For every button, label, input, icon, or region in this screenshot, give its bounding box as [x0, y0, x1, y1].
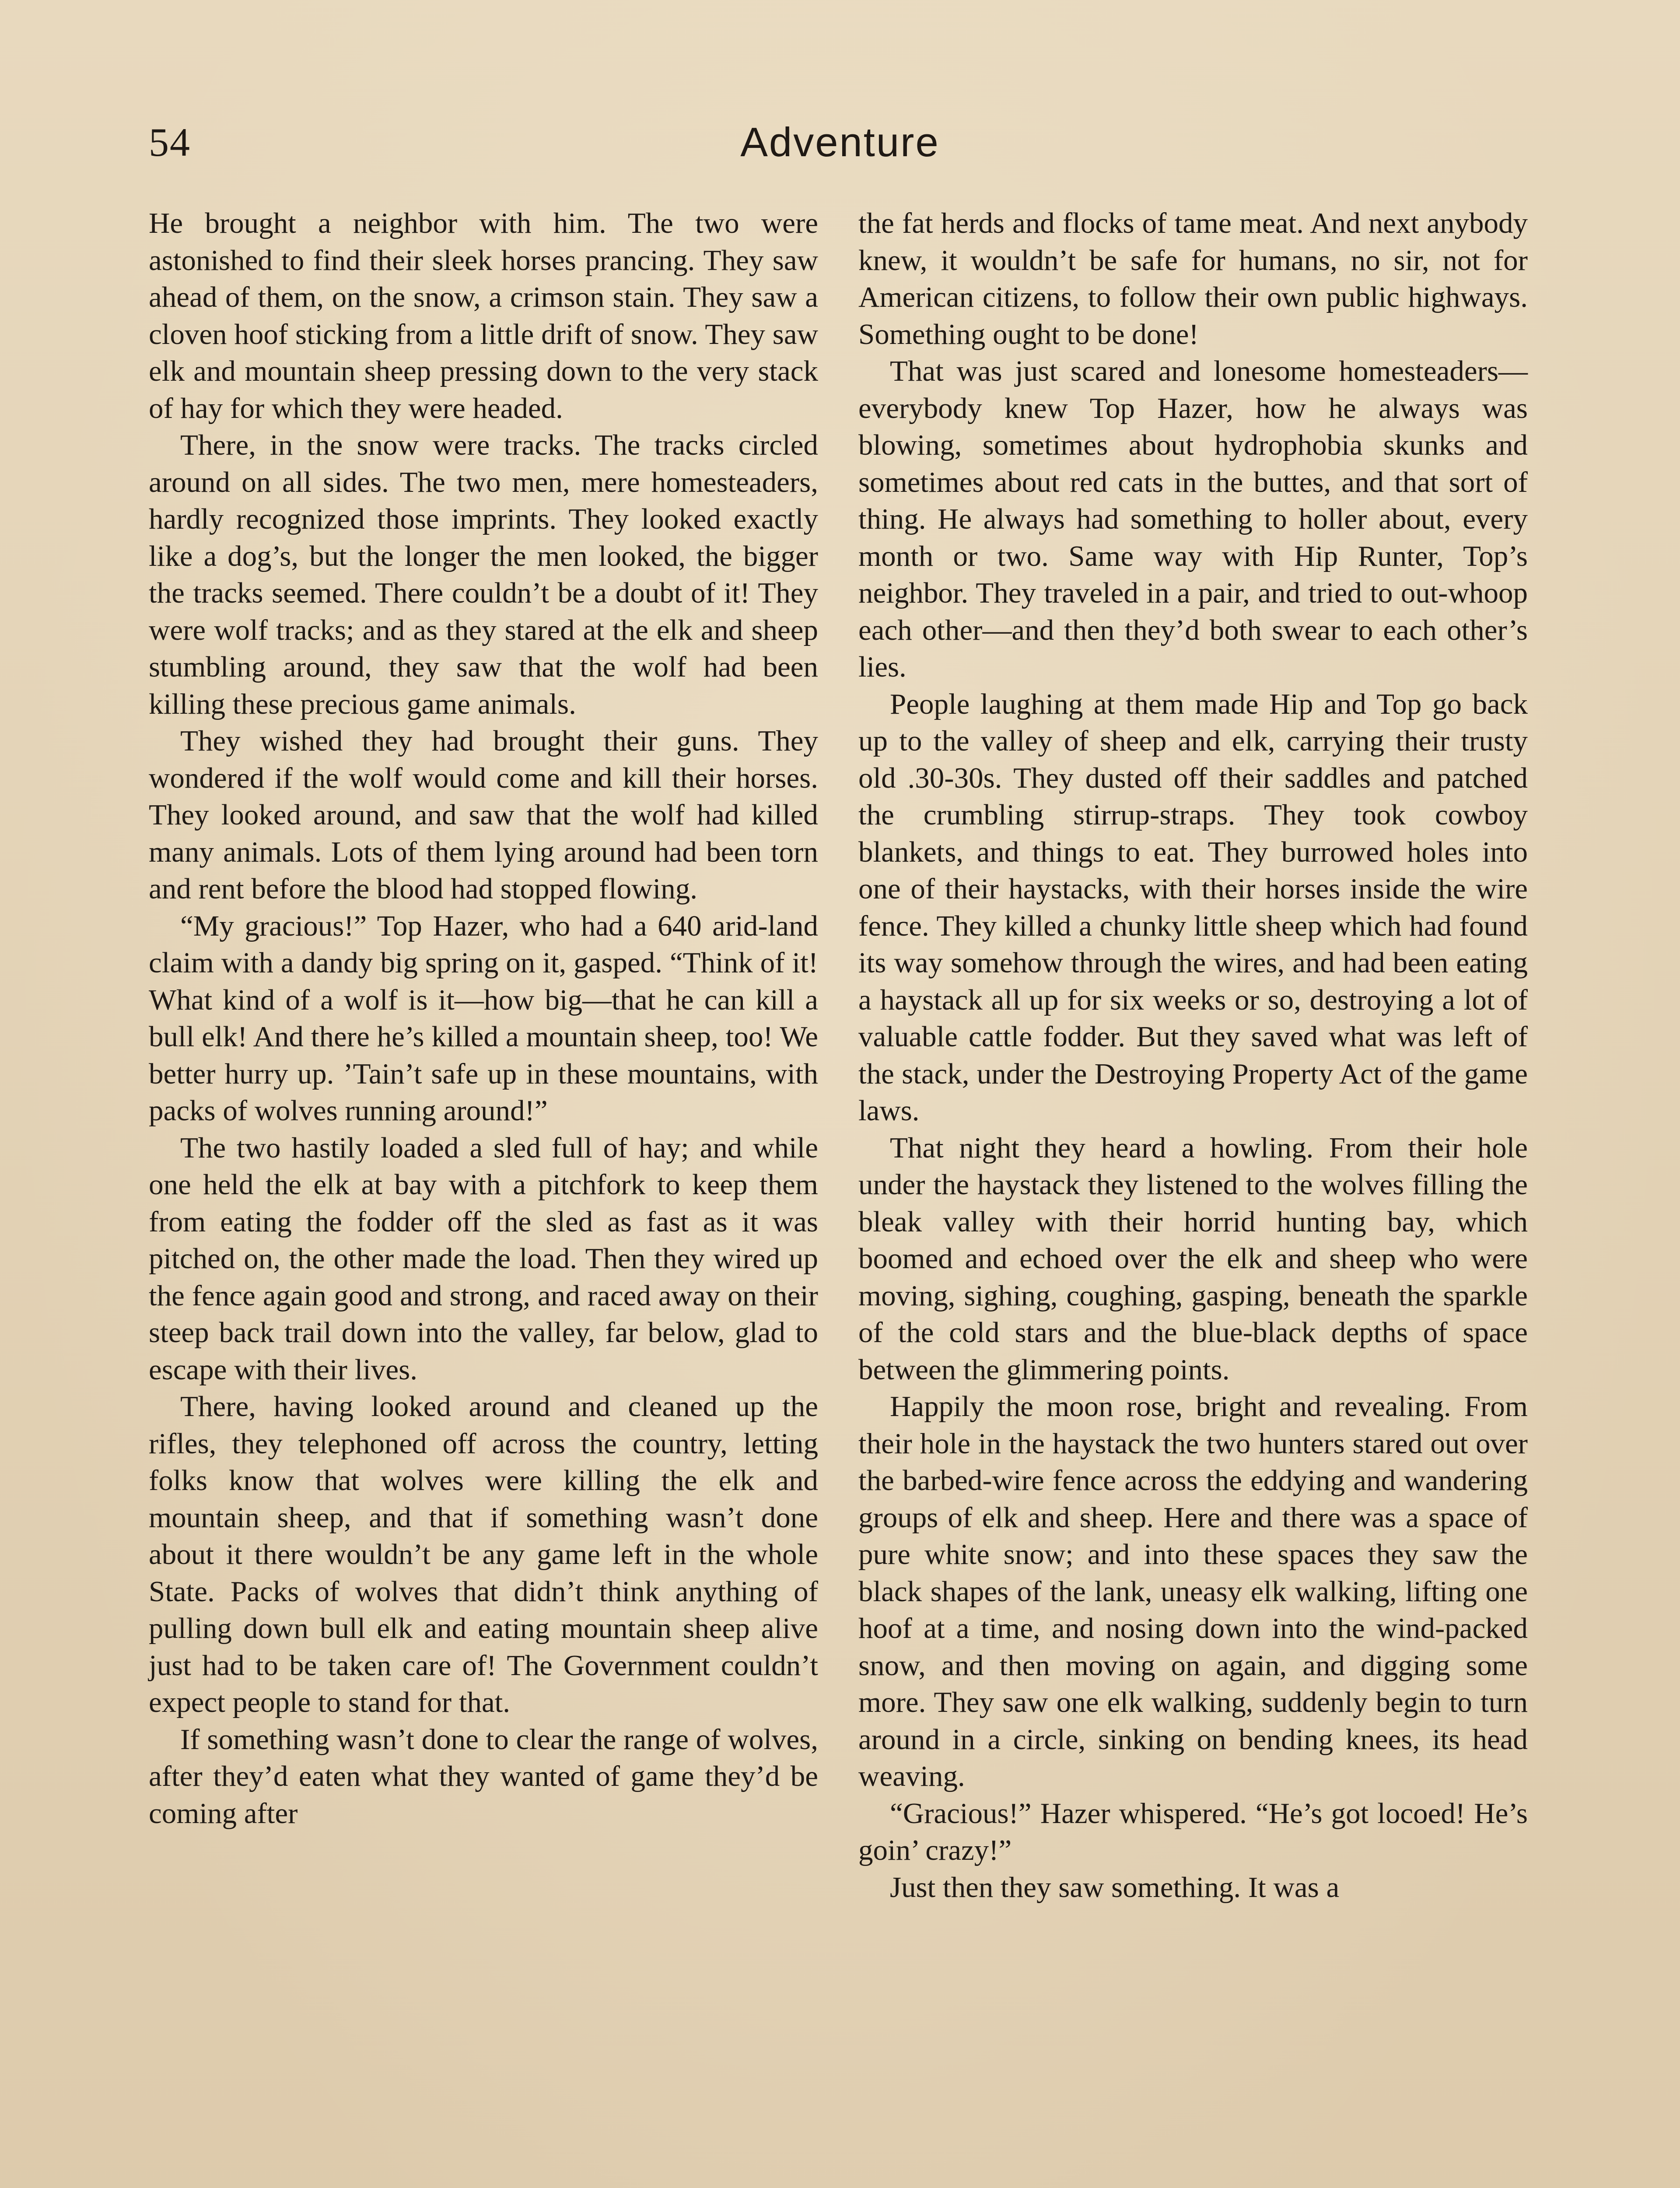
paragraph: They wished they had brought their guns. They wondered if the wolf would come and kill their horses. They looked around, and saw that the wolf had killed many animals. Lots of them lying around had been torn and rent before the blood had stopped flowing. — [149, 725, 818, 905]
paragraph: That night they heard a howling. From their hole under the haystack they listened to the wolves filling the bleak valley with their horrid hunting bay, which boomed and echoed over the elk and sheep who were moving, sighing, coughing, gasping, beneath the sparkle of the cold stars and the blue-black depths of space between the glimmering points. — [858, 1131, 1528, 1386]
paragraph: the fat herds and flocks of tame meat. And next anybody knew, it wouldn’t be safe for humans, no sir, not for American citizens, to follow their own public highways. Something ought to be done! — [858, 207, 1528, 351]
page-header — [149, 112, 1531, 173]
paragraph: People laughing at them made Hip and Top go back up to the valley of sheep and elk, carrying their trusty old .30-30s. They dusted off their saddles and patched the crumbling stirrup-straps. They took cowboy blankets, and things to eat. They burrowed holes into one of their haystacks, with their horses inside the wire fence. They killed a chunky little sheep which had found its way somehow through the wires, and had been eating a haystack all up for six weeks or so, destroying a lot of valuable cattle fodder. But they saved what was left of the stack, under the Destroying Property Act of the game laws. — [858, 687, 1528, 1127]
paragraph: If something wasn’t done to clear the range of wolves, after they’d eaten what they wanted of game they’d be coming after — [149, 1723, 818, 1830]
running-title: Adventure — [740, 119, 940, 165]
paragraph: There, having looked around and cleaned up the rifles, they telephoned off across the country, letting folks know that wolves were killing the elk and mountain sheep, and that if something wasn’t done about it there wouldn’t be any game left in the whole State. Packs of wolves that didn’t think anything of pulling down bull elk and eating mountain sheep alive just had to be taken care of! The Government couldn’t expect people to stand for that. — [149, 1390, 818, 1718]
paragraph: He brought a neighbor with him. The two were astonished to find their sleek horses prancing. They saw ahead of them, on the snow, a crimson stain. They saw a cloven hoof sticking from a little drift of snow. They saw elk and mountain sheep pressing down to the very stack of hay for which they were headed. — [149, 207, 818, 424]
page-number: 54 — [149, 120, 191, 165]
paragraph: “Gracious!” Hazer whispered. “He’s got locoed! He’s goin’ crazy!” — [858, 1797, 1528, 1866]
paragraph: Just then they saw something. It was a — [890, 1871, 1340, 1904]
paragraph: The two hastily loaded a sled full of hay; and while one held the elk at bay with a pitchfork to keep them from eating the fodder off the sled as fast as it was pitched on, the other made the load. Then they wired up the fence again good and strong, and raced away on their steep back trail down into the valley, far below, glad to escape with their lives. — [149, 1131, 818, 1386]
right-column — [858, 205, 1528, 1906]
paragraph: Happily the moon rose, bright and revealing. From their hole in the haystack the two hunters stared out over the barbed-wire fence across the eddying and wandering groups of elk and sheep. Here and there was a space of pure white snow; and into these spaces they saw the black shapes of the lank, uneasy elk walking, lifting one hoof at a time, and nosing down into the wind-packed snow, and then moving on again, and digging some more. They saw one elk walking, suddenly begin to turn around in a circle, sinking on bending knees, its head weaving. — [858, 1390, 1528, 1792]
paragraph: That was just scared and lonesome homesteaders—everybody knew Top Hazer, how he always was blowing, sometimes about hydrophobia skunks and sometimes about red cats in the buttes, and that sort of thing. He always had something to holler about, every month or two. Same way with Hip Runter, Top’s neighbor. They traveled in a pair, and tried to out-whoop each other—and then they’d both swear to each other’s lies. — [858, 355, 1528, 683]
left-column — [149, 205, 818, 1832]
paragraph: “My gracious!” Top Hazer, who had a 640 arid-land claim with a dandy big spring on it, gasped. “Think of it! What kind of a wolf is it—how big—that he can kill a bull elk! And there he’s killed a mountain sheep, too! We better hurry up. ’Tain’t safe up in these mountains, with packs of wolves running around!” — [149, 909, 818, 1127]
paragraph: There, in the snow were tracks. The tracks circled around on all sides. The two men, mere homesteaders, hardly recognized those imprints. They looked exactly like a dog’s, but the longer the men looked, the bigger the tracks seemed. There couldn’t be a doubt of it! They were wolf tracks; and as they stared at the elk and sheep stumbling around, they saw that the wolf had been killing these precious game animals. — [149, 429, 818, 720]
